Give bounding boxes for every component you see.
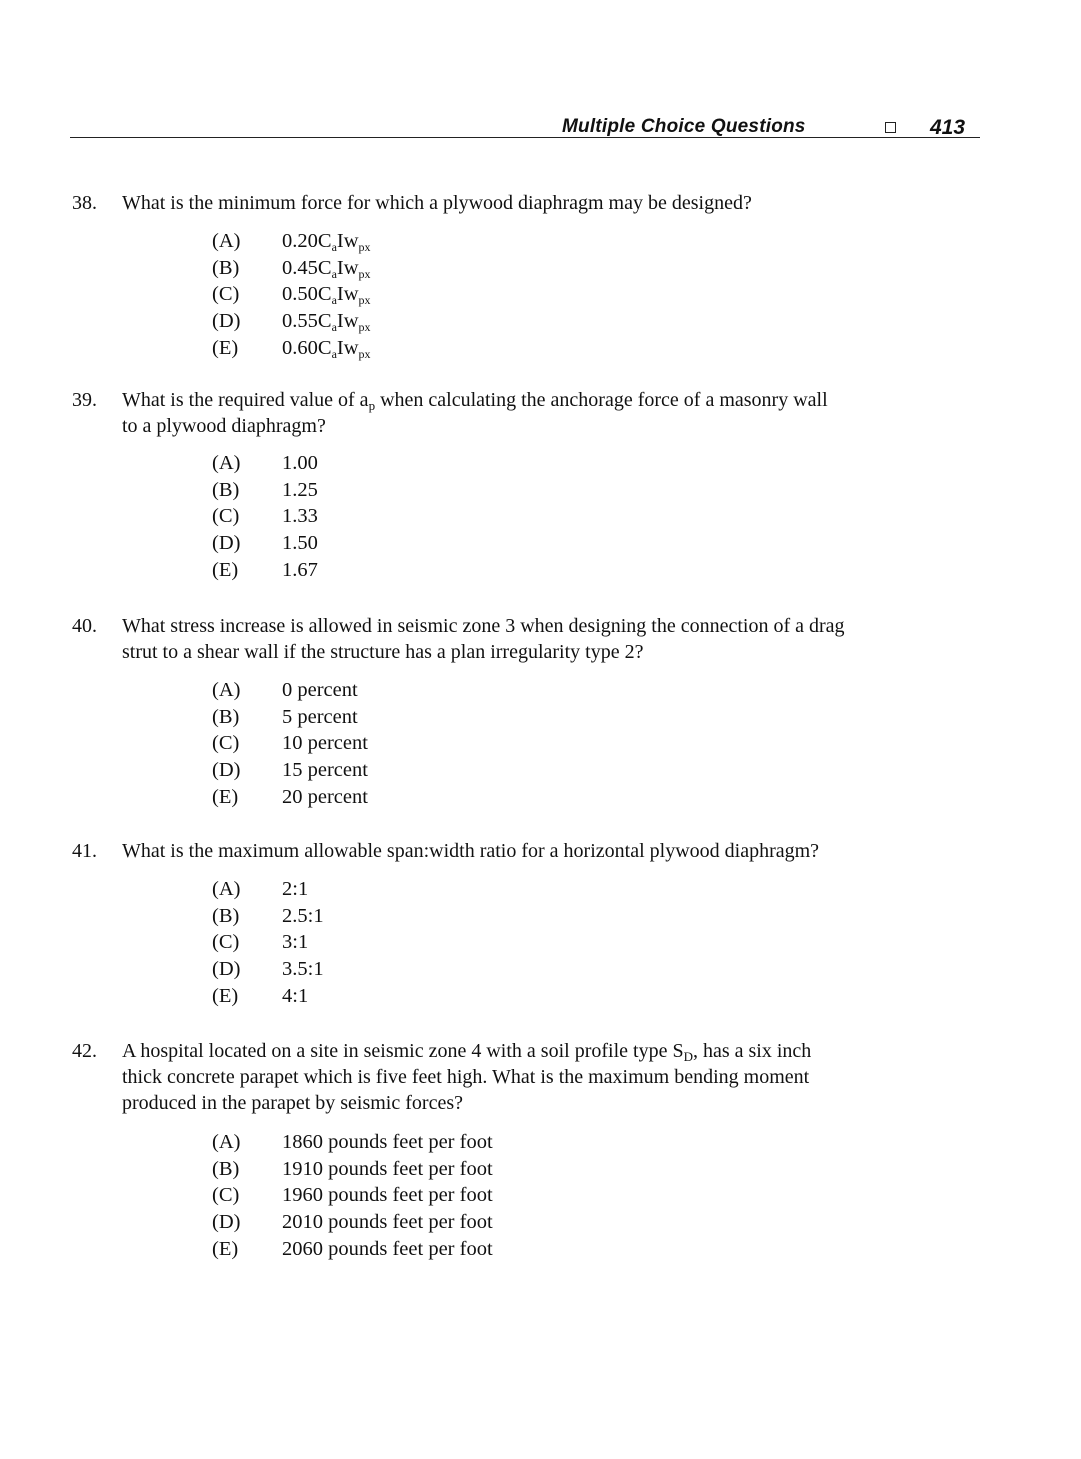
- question-text-part: A hospital located on a site in seismic zone 4 with a soil profile type S: [122, 1040, 684, 1062]
- choice-subscript: px: [358, 320, 371, 335]
- choice-letter: (A): [212, 878, 241, 900]
- choice-subscript: a: [331, 320, 337, 335]
- question-text-line: thick concrete parapet which is five feet high. What is the maximum bending moment: [122, 1066, 810, 1088]
- question-text: [122, 387, 978, 439]
- choice-value: 15 percent: [282, 759, 368, 782]
- choice-letter: (A): [212, 1131, 241, 1153]
- question-number: 38.: [72, 192, 97, 214]
- question-text: [122, 613, 978, 665]
- choice-value-mid: Iw: [336, 283, 359, 306]
- choice-value: [282, 308, 371, 335]
- choice-value: [282, 335, 371, 362]
- question-text-subscript: p: [368, 398, 376, 413]
- choice-letter: (D): [212, 532, 241, 555]
- choice-value: 1.33: [282, 505, 318, 528]
- choice-value: 10 percent: [282, 732, 368, 755]
- choice-letter: (B): [212, 256, 240, 279]
- choice-value: 2060 pounds feet per foot: [282, 1237, 493, 1260]
- choice-letter: (B): [212, 904, 240, 927]
- question-text: [122, 1038, 978, 1116]
- header-title: Multiple Choice Questions: [562, 116, 806, 137]
- page-number: 413: [930, 116, 966, 139]
- page-header: [70, 112, 980, 142]
- choice-subscript: px: [358, 293, 371, 308]
- choice-letter: (C): [212, 732, 240, 755]
- choice-value: 2.5:1: [282, 904, 324, 927]
- choice-letter: (A): [212, 452, 241, 474]
- choice-value-mid: Iw: [336, 256, 359, 279]
- question-number: 39.: [72, 389, 97, 411]
- choice-subscript: px: [358, 240, 371, 254]
- header-rule: [70, 137, 980, 138]
- choice-value: 1.50: [282, 532, 318, 555]
- choice-value: 1.67: [282, 558, 318, 581]
- choice-subscript: a: [331, 346, 337, 361]
- choice-letter: (A): [212, 230, 241, 252]
- choice-letter: (E): [212, 558, 239, 581]
- choice-value: 1.25: [282, 478, 318, 501]
- question-text-line: [122, 387, 978, 413]
- question-number: 41.: [72, 840, 97, 862]
- choice-value: 1960 pounds feet per foot: [282, 1184, 493, 1207]
- choice-letter: (D): [212, 759, 241, 782]
- question-text-line: produced in the parapet by seismic forces?: [122, 1092, 463, 1114]
- question-text-line: What stress increase is allowed in seismic zone 3 when designing the connection of a drag: [122, 615, 845, 637]
- choice-value-main: 0.20C: [282, 230, 332, 252]
- choice-value-main: 0.45C: [282, 256, 332, 279]
- question-number: 40.: [72, 615, 97, 637]
- choice-letter: (C): [212, 931, 240, 954]
- question-text-part: when calculating the anchorage force of a masonry wall: [375, 389, 828, 411]
- question-text: [122, 190, 978, 216]
- choice-letter: (A): [212, 679, 241, 701]
- choice-subscript: px: [358, 266, 371, 281]
- square-icon: [885, 122, 896, 133]
- choice-value: 1.00: [282, 452, 318, 474]
- choice-letter: (E): [212, 336, 239, 359]
- question-text-line: What is the maximum allowable span:width ratio for a horizontal plywood diaphragm?: [122, 840, 820, 862]
- choice-letter: (E): [212, 1237, 239, 1260]
- question-text-part: What is the required value of a: [122, 389, 369, 411]
- choice-value: 20 percent: [282, 785, 368, 808]
- choice-value: [282, 281, 371, 308]
- choice-value-mid: Iw: [336, 230, 359, 252]
- choice-value-main: 0.50C: [282, 283, 332, 306]
- choice-value-mid: Iw: [336, 310, 359, 333]
- choice-subscript: a: [331, 293, 337, 308]
- choice-subscript: px: [358, 346, 371, 361]
- choice-value: 0 percent: [282, 679, 358, 701]
- choice-letter: (D): [212, 310, 241, 333]
- choice-value-mid: Iw: [336, 336, 359, 359]
- choice-value: 3:1: [282, 931, 309, 954]
- choice-subscript: a: [331, 266, 337, 281]
- question-text-line: [122, 1038, 978, 1064]
- choice-value: 4:1: [282, 984, 309, 1007]
- choice-value: 1860 pounds feet per foot: [282, 1131, 493, 1153]
- choice-value: 2010 pounds feet per foot: [282, 1211, 493, 1234]
- question-text: [122, 838, 978, 864]
- choice-letter: (C): [212, 283, 240, 306]
- choice-value-main: 0.55C: [282, 310, 332, 333]
- choice-letter: (E): [212, 785, 239, 808]
- choice-value: [282, 255, 371, 282]
- choice-letter: (D): [212, 1211, 241, 1234]
- choice-value: 3.5:1: [282, 958, 324, 981]
- question-text-line: strut to a shear wall if the structure has a plan irregularity type 2?: [122, 641, 644, 663]
- choice-letter: (C): [212, 1184, 240, 1207]
- choice-value: 5 percent: [282, 705, 358, 728]
- question-text-part: , has a six inch: [692, 1040, 812, 1062]
- choice-subscript: a: [331, 240, 337, 254]
- question-text-line: What is the minimum force for which a plywood diaphragm may be designed?: [122, 192, 752, 214]
- choice-value: 2:1: [282, 878, 309, 900]
- question-text-line: to a plywood diaphragm?: [122, 415, 326, 437]
- choice-letter: (B): [212, 1157, 240, 1180]
- choice-letter: (C): [212, 505, 240, 528]
- choice-value-main: 0.60C: [282, 336, 332, 359]
- choice-letter: (D): [212, 958, 241, 981]
- choice-value: 1910 pounds feet per foot: [282, 1157, 493, 1180]
- choice-letter: (E): [212, 984, 239, 1007]
- question-text-subscript: D: [683, 1049, 693, 1064]
- question-number: 42.: [72, 1040, 97, 1062]
- choice-letter: (B): [212, 705, 240, 728]
- choice-value: [282, 228, 371, 255]
- choice-letter: (B): [212, 478, 240, 501]
